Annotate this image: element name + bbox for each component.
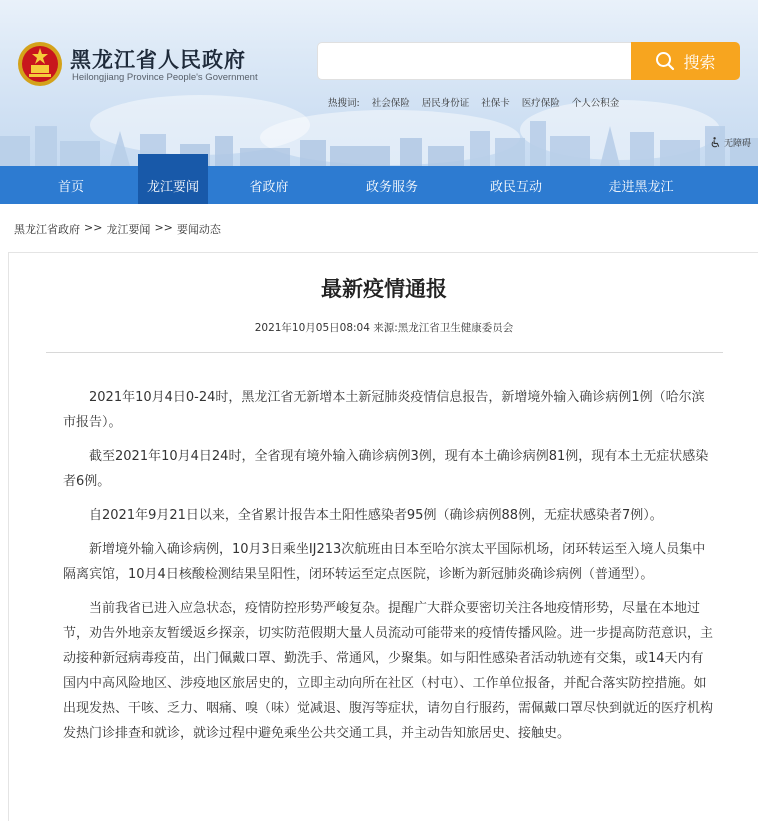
hotword-link[interactable]: 居民身份证 (421, 98, 470, 109)
nav-item-about-heilongjiang[interactable]: 走进黑龙江 (608, 179, 674, 195)
main-nav (0, 166, 758, 204)
breadcrumb-link[interactable]: 要闻动态 (176, 223, 221, 236)
hot-search-words (328, 95, 619, 109)
search-icon (655, 51, 675, 71)
hotword-link[interactable]: 医疗保险 (521, 98, 560, 109)
article-meta (9, 320, 758, 335)
search-button[interactable] (631, 42, 740, 80)
nav-item-public-interaction[interactable]: 政民互动 (489, 179, 542, 195)
article-paragraph: 截至2021年10月4日24时，全省现有境外输入确诊病例3例，现有本土确诊病例81例，现有本土无症状感染者6例。 (63, 449, 709, 489)
hotword-link[interactable]: 个人公积金 (571, 98, 620, 109)
divider (46, 352, 723, 353)
accessibility-link[interactable] (710, 136, 751, 149)
article-container (8, 252, 758, 821)
search-button-label: 搜索 (683, 52, 716, 72)
hotword-link[interactable]: 社保卡 (481, 98, 510, 109)
article-title: 最新疫情通报 (321, 277, 447, 301)
search-input[interactable] (317, 42, 633, 80)
article-paragraph: 2021年10月4日0-24时，黑龙江省无新增本土新冠肺炎疫情信息报告，新增境外输入确诊病例1例（哈尔滨市报告）。 (63, 390, 705, 430)
article-body (63, 385, 713, 755)
national-emblem-logo[interactable] (16, 40, 64, 88)
accessibility-label: 无障碍 (724, 139, 752, 149)
site-header (0, 0, 758, 166)
nav-item-government-services[interactable]: 政务服务 (365, 179, 418, 195)
nav-item-provincial-government[interactable]: 省政府 (249, 179, 289, 195)
article-source-label: 来源: (373, 322, 398, 334)
breadcrumb-link[interactable]: 黑龙江省政府 (14, 223, 80, 236)
hotwords-label: 热搜词: (328, 98, 360, 109)
breadcrumb-link[interactable]: 龙江要闻 (106, 223, 151, 236)
breadcrumb-separator: >> (154, 221, 173, 234)
nav-item-longjiang-news[interactable]: 龙江要闻 (138, 166, 208, 204)
breadcrumb-separator: >> (84, 221, 103, 234)
article-paragraph: 自2021年9月21日以来，全省累计报告本土阳性感染者95例（确诊病例88例，无症状感染者7例）。 (89, 508, 663, 523)
article-paragraph: 当前我省已进入应急状态，疫情防控形势严峻复杂。提醒广大群众要密切关注各地疫情形势，尽量在本地过节，劝告外地亲友暂缓返乡探亲，切实防范假期大量人员流动可能带来的疫情传播风险。进一步提高防范意识，主动接种新冠病毒疫苗，出门佩戴口罩、勤洗手、常通风，少聚集。如与阳性感染者活动轨迹有交集，或14天内有国内中高风险地区、涉疫地区旅居史的，立即主动向所在社区（村屯）、工作单位报备，并配合落实防控措施。如出现发热、干咳、乏力、咽痛、嗅（味）觉减退、腹泻等症状，请勿自行服药，需佩戴口罩尽快到就近的医疗机构发热门诊排查和就诊，就诊过程中避免乘坐公共交通工具，并主动告知旅居史、接触史。 (63, 601, 714, 741)
breadcrumb (14, 221, 221, 237)
wheelchair-icon (710, 137, 721, 148)
article-source: 黑龙江省卫生健康委员会 (397, 322, 514, 334)
site-subtitle: Heilongjiang Province People's Government (72, 72, 258, 83)
article-date: 2021年10月05日08:04 (254, 322, 370, 334)
hotword-link[interactable]: 社会保险 (371, 98, 410, 109)
article-paragraph: 新增境外输入确诊病例，10月3日乘坐IJ213次航班由日本至哈尔滨太平国际机场，闭环转运至入境人员集中隔离宾馆，10月4日核酸检测结果呈阳性，闭环转运至定点医院，诊断为新冠肺炎确诊病例（普通型）。 (63, 542, 706, 582)
site-title[interactable]: 黑龙江省人民政府 (70, 48, 246, 72)
nav-item-home[interactable]: 首页 (57, 179, 84, 195)
